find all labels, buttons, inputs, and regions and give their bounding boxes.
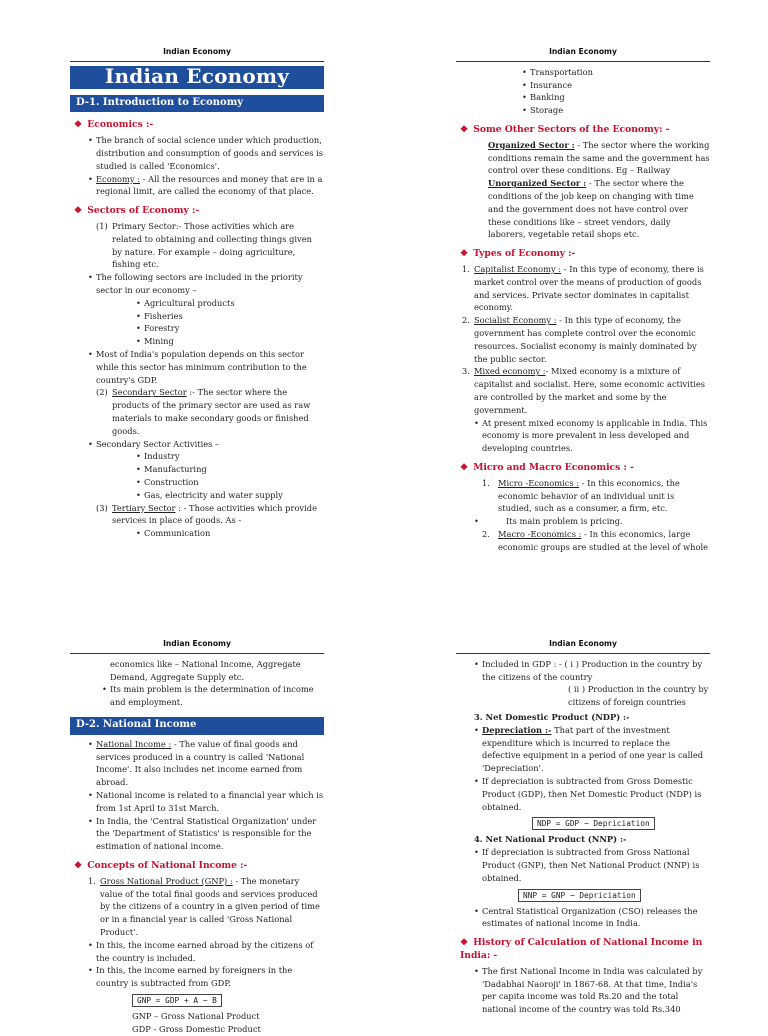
primary-sector-item: (1) Primary Sector:- Those activities which are related to obtaining and collecting things given by nature. For example – doing agriculture, fishing etc. (96, 220, 312, 270)
formula-wrap (456, 813, 710, 833)
tertiary-sector-item: (3) Tertiary Sector : - Those activities which provide services in place of goods. As - (96, 502, 317, 526)
list-item: • In this, the income earned by foreigners in the country is subtracted from GDP. (70, 964, 324, 990)
list-item: • Depreciation :- That part of the investment expenditure which is incurred to replace the defective equipment in a period of one year is called 'Depreciation'. (456, 724, 710, 775)
sectors-heading: ❖ Sectors of Economy :- (74, 205, 200, 217)
list-item: 2. Socialist Economy : - In this type of economy, the government has complete control over the economic resources. Socialist economy is mainly dominated by the public sector. (462, 315, 697, 364)
list-item: • Its main problem is the determination of income and employment. (70, 683, 324, 709)
list-item: • Industry (70, 450, 324, 463)
running-head: Indian Economy (70, 638, 324, 654)
list-item: • Economy : - All the resources and money that are in a regional limit, are called the economy of that place. (70, 173, 324, 199)
list-item: • Gas, electricity and water supply (70, 489, 324, 502)
page-4 (456, 638, 710, 1016)
list-item: • National Income : - The value of final goods and services produced in a country is called 'National Income'. It also includes net income earned from abroad. (70, 738, 324, 789)
concepts-heading: ❖ Concepts of National Income :- (74, 859, 248, 871)
list-item: • In India, the 'Central Statistical Organization' under the 'Department of Statistics' is responsible for the estimation of national income. (70, 815, 324, 853)
diamond-icon: ❖ (74, 119, 83, 131)
list-item: 2. Macro -Economics : - In this economics, large economic groups are studied at the level of whole (482, 528, 709, 552)
list-item: • The following sectors are included in the priority sector in our economy – (70, 271, 324, 297)
list-item: • Its main problem is pricing. (456, 515, 710, 528)
nnp-heading: 4. Net National Product (NNP) :- (474, 834, 627, 845)
list-item: • Most of India's population depends on this sector while this sector has minimum contribution to the country's GDP. (70, 348, 324, 386)
list-item: • Fisheries (70, 310, 324, 323)
list-item: • In this, the income earned abroad by the citizens of the country is included. (70, 939, 324, 965)
ndp-formula: NDP = GDP − Depriciation (532, 817, 655, 830)
page-1 (70, 46, 324, 540)
formula-wrap (456, 885, 710, 905)
diamond-icon: ❖ (460, 461, 469, 473)
list-item: • Manufacturing (70, 463, 324, 476)
list-item: • At present mixed economy is applicable in India. This economy is more prevalent in less developed and developing countries. (456, 417, 710, 455)
document-title: Indian Economy (70, 66, 324, 89)
list-item: • National income is related to a financial year which is from 1st April to 31st March. (70, 789, 324, 815)
economics-heading: ❖ Economics :- (74, 119, 154, 131)
running-head: Indian Economy (456, 638, 710, 654)
list-item: • Included in GDP : - ( i ) Production in the country by the citizens of the country (456, 658, 710, 684)
list-item: 1. Gross National Product (GNP) : - The monetary value of the total final goods and services produced by the citizens of a country in a given period of time or in a financial year is called 'Gross National Product'. (88, 875, 320, 937)
ndp-heading: 3. Net Domestic Product (NDP) :- (474, 711, 630, 722)
nnp-formula: NNP = GNP − Depriciation (518, 889, 641, 902)
list-item: • Banking (456, 91, 710, 104)
gnp-formula: GNP = GDP + A − B (132, 994, 222, 1007)
micro-macro-heading: ❖ Micro and Macro Economics : - (460, 461, 634, 473)
list-item: • Construction (70, 476, 324, 489)
list-item-cont: ( ii ) Production in the country by citizens of foreign countries (568, 684, 709, 708)
list-item: • Storage (456, 104, 710, 117)
list-item: • If depreciation is subtracted from Gross Domestic Product (GDP), then Net Domestic Product (NDP) is obtained. (456, 775, 710, 813)
page-2 (456, 46, 710, 553)
list-item: • Secondary Sector Activities – (70, 438, 324, 451)
list-item: • If depreciation is subtracted from Gross National Product (GNP), then Net National Product (NNP) is obtained. (456, 846, 710, 884)
secondary-sector-item: (2) Secondary Sector :- The sector where the products of the primary sector are used as raw materials to make secondary goods or finished goods. (96, 387, 311, 436)
formula-wrap (70, 990, 324, 1010)
list-item: • Mining (70, 335, 324, 348)
list-item: • Central Statistical Organization (CSO) releases the estimates of national income in India. (456, 905, 710, 931)
list-item: • The first National Income in India was calculated by 'Dadabhai Naoroji' in 1867-68. At that time, India's per capita income was told Rs.20 and the total national income of the country was told Rs.340 (456, 965, 710, 1016)
running-head: Indian Economy (70, 46, 324, 62)
section-header-d1: D-1. Introduction to Economy (70, 95, 324, 113)
organized-sector-text: Organized Sector : - The sector where the working conditions remain the same and the government has control over these conditions. Eg – Railway (488, 139, 710, 176)
running-head: Indian Economy (456, 46, 710, 62)
other-sectors-heading: ❖ Some Other Sectors of the Economy: - (460, 123, 670, 135)
list-item: • Transportation (456, 66, 710, 79)
list-item: • Forestry (70, 322, 324, 335)
section-header-d2: D-2. National Income (70, 717, 324, 735)
list-item: • The branch of social science under which production, distribution and consumption of goods and services is studied is called 'Economics'. (70, 134, 324, 172)
diamond-icon: ❖ (74, 859, 83, 871)
list-item: • Agricultural products (70, 297, 324, 310)
list-item: 1. Micro -Economics : - In this economics, the economic behavior of an individual unit is studied, such as a consumer, a firm, etc. (482, 477, 680, 514)
legend-line: GNP – Gross National Product (132, 1010, 260, 1021)
diamond-icon: ❖ (460, 123, 469, 135)
diamond-icon: ❖ (460, 248, 469, 260)
diamond-icon: ❖ (74, 205, 83, 217)
legend-line: GDP - Gross Domestic Product (132, 1023, 261, 1034)
macro-continued: economics like – National Income, Aggregate Demand, Aggregate Supply etc. (110, 658, 301, 682)
list-item: 1. Capitalist Economy : - In this type of economy, there is market control over the means of production of goods and services. Private sector dominates in capitalist economy. (462, 263, 704, 313)
types-heading: ❖ Types of Economy :- (460, 248, 576, 260)
list-item: 3. Mixed economy :- Mixed economy is a mixture of capitalist and socialist. Here, some economic activities are controlled by the market and some by the government. (462, 366, 706, 415)
page-3 (70, 638, 324, 1036)
history-heading: ❖ History of Calculation of National Income in India: - (460, 937, 703, 961)
diamond-icon: ❖ (460, 937, 469, 949)
list-item: • Communication (70, 527, 324, 540)
unorganized-sector-text: Unorganized Sector : - The sector where the conditions of the job keep on changing with time and the government does not have control over these conditions like – street vendors, daily laborers, vegetable retail shops etc. (488, 178, 694, 240)
list-item: • Insurance (456, 79, 710, 92)
